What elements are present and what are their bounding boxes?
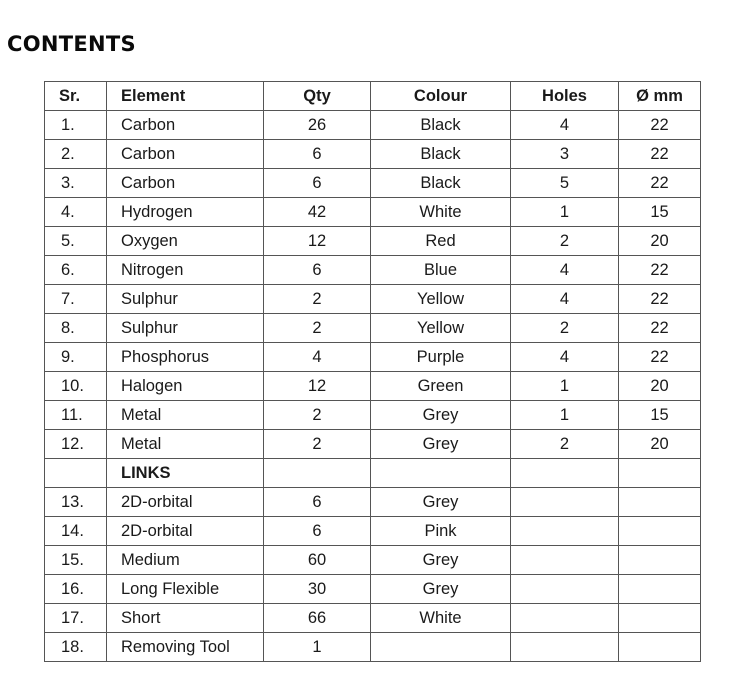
cell-sr — [45, 459, 107, 488]
header-holes: Holes — [511, 82, 619, 111]
cell-element: Medium — [107, 546, 264, 575]
cell-diameter: 22 — [619, 314, 701, 343]
cell-diameter: 15 — [619, 401, 701, 430]
cell-qty: 1 — [264, 633, 371, 662]
cell-diameter — [619, 604, 701, 633]
cell-qty: 30 — [264, 575, 371, 604]
table-row — [45, 343, 701, 372]
cell-qty: 4 — [264, 343, 371, 372]
cell-qty: 26 — [264, 111, 371, 140]
cell-holes — [511, 459, 619, 488]
cell-element: Hydrogen — [107, 198, 264, 227]
cell-holes: 1 — [511, 372, 619, 401]
cell-diameter: 22 — [619, 111, 701, 140]
cell-diameter — [619, 488, 701, 517]
cell-qty: 2 — [264, 430, 371, 459]
cell-colour: White — [371, 604, 511, 633]
cell-diameter — [619, 546, 701, 575]
table-row — [45, 169, 701, 198]
header-qty: Qty — [264, 82, 371, 111]
cell-qty: 2 — [264, 401, 371, 430]
cell-element: LINKS — [107, 459, 264, 488]
cell-holes: 2 — [511, 314, 619, 343]
cell-holes — [511, 604, 619, 633]
cell-diameter: 22 — [619, 140, 701, 169]
cell-element: Halogen — [107, 372, 264, 401]
cell-qty: 2 — [264, 285, 371, 314]
cell-diameter: 22 — [619, 256, 701, 285]
cell-colour: Grey — [371, 430, 511, 459]
cell-holes: 1 — [511, 198, 619, 227]
cell-sr: 2. — [45, 140, 107, 169]
table-row — [45, 285, 701, 314]
cell-qty: 66 — [264, 604, 371, 633]
cell-sr: 17. — [45, 604, 107, 633]
cell-sr: 5. — [45, 227, 107, 256]
table-row — [45, 372, 701, 401]
cell-holes — [511, 488, 619, 517]
cell-sr: 6. — [45, 256, 107, 285]
cell-qty: 12 — [264, 227, 371, 256]
table-row — [45, 401, 701, 430]
cell-colour: Black — [371, 169, 511, 198]
table-row — [45, 256, 701, 285]
section-row — [45, 459, 701, 488]
table-row — [45, 227, 701, 256]
cell-colour: Grey — [371, 488, 511, 517]
cell-holes — [511, 546, 619, 575]
cell-sr: 12. — [45, 430, 107, 459]
cell-diameter: 20 — [619, 430, 701, 459]
table-row — [45, 430, 701, 459]
cell-diameter — [619, 633, 701, 662]
contents-table — [44, 81, 701, 662]
cell-sr: 18. — [45, 633, 107, 662]
cell-colour: Black — [371, 140, 511, 169]
cell-element: Sulphur — [107, 314, 264, 343]
cell-colour: Grey — [371, 575, 511, 604]
header-colour: Colour — [371, 82, 511, 111]
cell-element: Oxygen — [107, 227, 264, 256]
cell-element: Carbon — [107, 111, 264, 140]
cell-diameter — [619, 575, 701, 604]
cell-qty: 42 — [264, 198, 371, 227]
cell-qty: 6 — [264, 517, 371, 546]
cell-sr: 8. — [45, 314, 107, 343]
table-row — [45, 314, 701, 343]
cell-qty: 6 — [264, 256, 371, 285]
cell-qty: 60 — [264, 546, 371, 575]
cell-colour: Yellow — [371, 285, 511, 314]
table-row — [45, 140, 701, 169]
table-row — [45, 517, 701, 546]
cell-colour: Purple — [371, 343, 511, 372]
page-title: CONTENTS — [7, 32, 136, 56]
cell-sr: 9. — [45, 343, 107, 372]
cell-colour — [371, 459, 511, 488]
cell-colour: Pink — [371, 517, 511, 546]
cell-element: Carbon — [107, 140, 264, 169]
cell-element: 2D-orbital — [107, 517, 264, 546]
cell-colour: Grey — [371, 546, 511, 575]
table-row — [45, 633, 701, 662]
cell-diameter: 20 — [619, 372, 701, 401]
cell-element: 2D-orbital — [107, 488, 264, 517]
cell-qty: 6 — [264, 169, 371, 198]
table-header-row — [45, 82, 701, 111]
cell-sr: 15. — [45, 546, 107, 575]
table-row — [45, 575, 701, 604]
cell-element: Nitrogen — [107, 256, 264, 285]
cell-holes: 1 — [511, 401, 619, 430]
cell-qty: 12 — [264, 372, 371, 401]
cell-holes — [511, 517, 619, 546]
cell-sr: 4. — [45, 198, 107, 227]
cell-qty: 6 — [264, 140, 371, 169]
cell-diameter: 22 — [619, 285, 701, 314]
cell-diameter — [619, 459, 701, 488]
cell-sr: 10. — [45, 372, 107, 401]
table-row — [45, 604, 701, 633]
cell-holes — [511, 633, 619, 662]
cell-holes: 2 — [511, 430, 619, 459]
cell-holes: 4 — [511, 343, 619, 372]
cell-colour: White — [371, 198, 511, 227]
cell-element: Metal — [107, 430, 264, 459]
cell-holes: 5 — [511, 169, 619, 198]
cell-holes — [511, 575, 619, 604]
cell-colour: Grey — [371, 401, 511, 430]
table-row — [45, 198, 701, 227]
cell-element: Removing Tool — [107, 633, 264, 662]
cell-diameter: 22 — [619, 343, 701, 372]
cell-diameter — [619, 517, 701, 546]
header-sr: Sr. — [45, 82, 107, 111]
cell-holes: 4 — [511, 111, 619, 140]
cell-colour: Black — [371, 111, 511, 140]
cell-element: Carbon — [107, 169, 264, 198]
cell-sr: 14. — [45, 517, 107, 546]
table-row — [45, 488, 701, 517]
cell-holes: 2 — [511, 227, 619, 256]
cell-sr: 1. — [45, 111, 107, 140]
header-element: Element — [107, 82, 264, 111]
cell-colour: Blue — [371, 256, 511, 285]
cell-colour — [371, 633, 511, 662]
cell-holes: 3 — [511, 140, 619, 169]
cell-holes: 4 — [511, 256, 619, 285]
cell-qty: 2 — [264, 314, 371, 343]
cell-sr: 7. — [45, 285, 107, 314]
cell-sr: 11. — [45, 401, 107, 430]
cell-sr: 16. — [45, 575, 107, 604]
cell-diameter: 20 — [619, 227, 701, 256]
cell-colour: Yellow — [371, 314, 511, 343]
cell-diameter: 22 — [619, 169, 701, 198]
cell-element: Metal — [107, 401, 264, 430]
cell-element: Short — [107, 604, 264, 633]
cell-sr: 13. — [45, 488, 107, 517]
cell-colour: Red — [371, 227, 511, 256]
cell-sr: 3. — [45, 169, 107, 198]
cell-element: Sulphur — [107, 285, 264, 314]
cell-qty: 6 — [264, 488, 371, 517]
cell-element: Long Flexible — [107, 575, 264, 604]
cell-holes: 4 — [511, 285, 619, 314]
header-diameter: Ø mm — [619, 82, 701, 111]
cell-diameter: 15 — [619, 198, 701, 227]
cell-colour: Green — [371, 372, 511, 401]
cell-qty — [264, 459, 371, 488]
table-row — [45, 546, 701, 575]
cell-element: Phosphorus — [107, 343, 264, 372]
table-row — [45, 111, 701, 140]
